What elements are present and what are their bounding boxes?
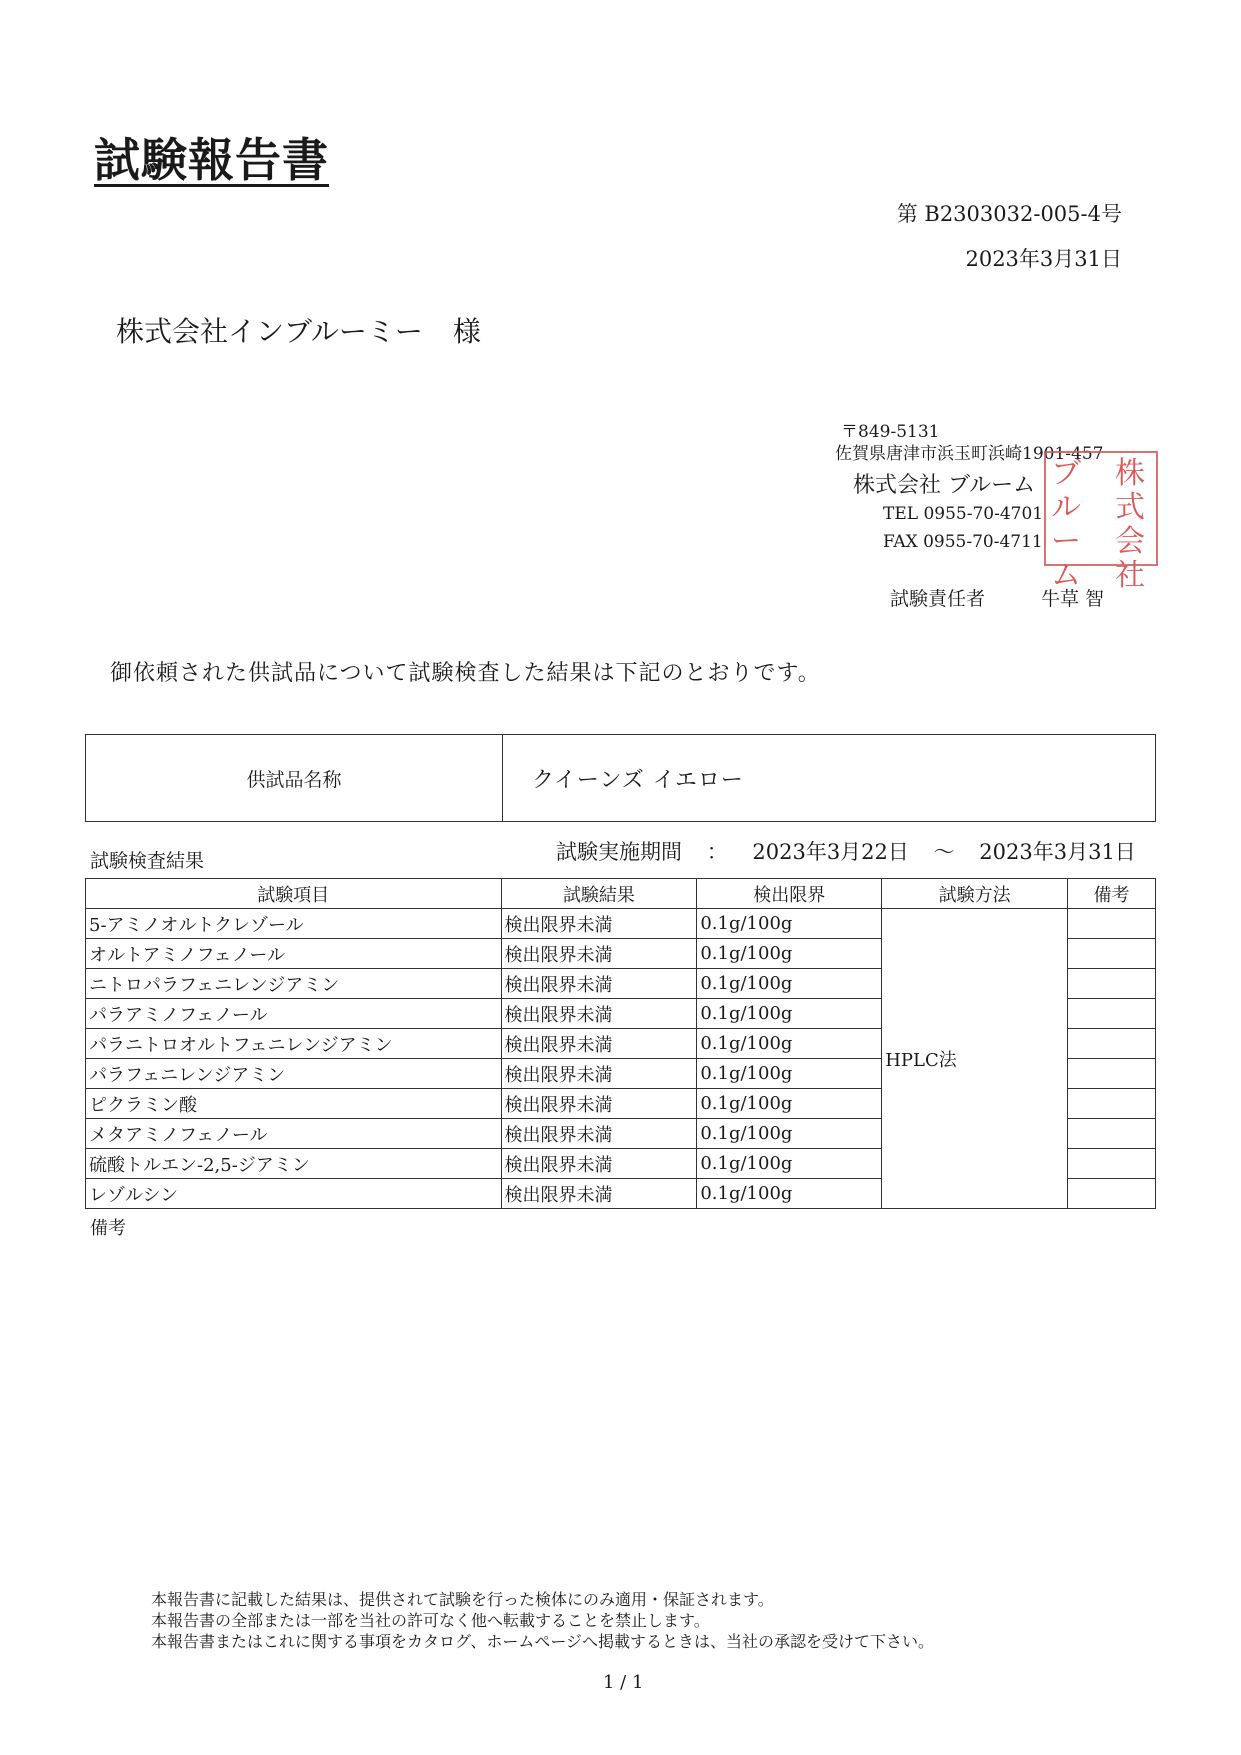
row-note bbox=[1068, 969, 1156, 999]
period-separator: ： bbox=[706, 840, 728, 864]
footer-note: 本報告書またはこれに関する事項をカタログ、ホームページへ掲載するときは、当社の承認を受けて下さい。 bbox=[151, 1632, 935, 1651]
period-label: 試験実施期間 bbox=[556, 840, 682, 864]
recipient bbox=[116, 310, 481, 350]
row-result: 検出限界未満 bbox=[501, 1059, 697, 1089]
row-result: 検出限界未満 bbox=[501, 909, 697, 939]
responsible-person bbox=[890, 584, 1104, 611]
row-item: 硫酸トルエン-2,5-ジアミン bbox=[86, 1149, 502, 1179]
row-limit: 0.1g/100g bbox=[697, 909, 882, 939]
row-result: 検出限界未満 bbox=[501, 939, 697, 969]
row-limit: 0.1g/100g bbox=[697, 1179, 882, 1209]
header-test-item: 試験項目 bbox=[86, 879, 502, 909]
row-result: 検出限界未満 bbox=[501, 1119, 697, 1149]
remarks-label: 備考 bbox=[90, 1218, 126, 1239]
row-limit: 0.1g/100g bbox=[697, 1029, 882, 1059]
period-tilde: ～ bbox=[933, 840, 955, 864]
row-item: メタアミノフェノール bbox=[86, 1119, 502, 1149]
row-result: 検出限界未満 bbox=[501, 1149, 697, 1179]
test-period bbox=[556, 836, 1154, 866]
row-note bbox=[1068, 1089, 1156, 1119]
sample-divider bbox=[502, 735, 503, 821]
row-limit: 0.1g/100g bbox=[697, 1059, 882, 1089]
row-note bbox=[1068, 1149, 1156, 1179]
row-note bbox=[1068, 939, 1156, 969]
recipient-honorific: 様 bbox=[452, 315, 481, 348]
sender-tel: TEL 0955-70-4701 bbox=[883, 504, 1044, 524]
row-item: 5-アミノオルトクレゾール bbox=[86, 909, 502, 939]
row-item: パラアミノフェノール bbox=[86, 999, 502, 1029]
sample-name-box bbox=[85, 734, 1156, 822]
table-row bbox=[86, 909, 1156, 939]
recipient-name: 株式会社インブルーミー bbox=[116, 315, 423, 348]
company-seal bbox=[1044, 451, 1158, 593]
header-test-result: 試験結果 bbox=[501, 879, 697, 909]
row-result: 検出限界未満 bbox=[501, 1029, 697, 1059]
period-end: 2023年3月31日 bbox=[979, 840, 1136, 864]
responsible-name: 牛草 智 bbox=[1041, 588, 1105, 610]
test-method-cell: HPLC法 bbox=[882, 909, 1068, 1209]
row-item: ピクラミン酸 bbox=[86, 1089, 502, 1119]
row-note bbox=[1068, 1119, 1156, 1149]
sample-label: 供試品名称 bbox=[246, 769, 342, 791]
row-result: 検出限界未満 bbox=[501, 1179, 697, 1209]
seal-left-column: ブルーム bbox=[1051, 456, 1081, 593]
results-table bbox=[85, 878, 1156, 1209]
header-detection-limit: 検出限界 bbox=[697, 879, 882, 909]
row-note bbox=[1068, 909, 1156, 939]
table-header-row bbox=[86, 879, 1156, 909]
header-remarks: 備考 bbox=[1068, 879, 1156, 909]
report-number: 第 B2303032-005-4号 bbox=[896, 202, 1122, 226]
intro-text: 御依頼された供試品について試験検査した結果は下記のとおりです。 bbox=[110, 661, 821, 686]
results-title: 試験検査結果 bbox=[90, 850, 205, 872]
row-note bbox=[1068, 1179, 1156, 1209]
seal-right-column: 株式会社 bbox=[1115, 456, 1145, 593]
period-start: 2023年3月22日 bbox=[752, 840, 909, 864]
row-limit: 0.1g/100g bbox=[697, 969, 882, 999]
row-note bbox=[1068, 1029, 1156, 1059]
row-item: オルトアミノフェノール bbox=[86, 939, 502, 969]
row-item: ニトロパラフェニレンジアミン bbox=[86, 969, 502, 999]
row-limit: 0.1g/100g bbox=[697, 999, 882, 1029]
row-item: パラフェニレンジアミン bbox=[86, 1059, 502, 1089]
row-item: レゾルシン bbox=[86, 1179, 502, 1209]
row-limit: 0.1g/100g bbox=[697, 1089, 882, 1119]
row-result: 検出限界未満 bbox=[501, 969, 697, 999]
page-number: 1 / 1 bbox=[603, 1672, 644, 1693]
row-note bbox=[1068, 1059, 1156, 1089]
page-title: 試験報告書 bbox=[94, 133, 329, 187]
row-result: 検出限界未満 bbox=[501, 999, 697, 1029]
report-date: 2023年3月31日 bbox=[965, 247, 1122, 271]
row-item: パラニトロオルトフェニレンジアミン bbox=[86, 1029, 502, 1059]
header-test-method: 試験方法 bbox=[882, 879, 1068, 909]
sender-address: 佐賀県唐津市浜玉町浜崎1901-457 bbox=[835, 444, 1104, 464]
sender-fax: FAX 0955-70-4711 bbox=[883, 532, 1043, 552]
row-limit: 0.1g/100g bbox=[697, 939, 882, 969]
sample-value: クイーンズ イエロー bbox=[532, 768, 744, 793]
footer-note: 本報告書の全部または一部を当社の許可なく他へ転載することを禁止します。 bbox=[151, 1611, 710, 1630]
footer-notes bbox=[151, 1589, 934, 1652]
sender-company: 株式会社 ブルーム bbox=[853, 473, 1036, 498]
responsible-label: 試験責任者 bbox=[890, 588, 986, 610]
row-limit: 0.1g/100g bbox=[697, 1119, 882, 1149]
sender-postal: 〒849-5131 bbox=[841, 422, 940, 442]
row-limit: 0.1g/100g bbox=[697, 1149, 882, 1179]
row-result: 検出限界未満 bbox=[501, 1089, 697, 1119]
row-note bbox=[1068, 999, 1156, 1029]
footer-note: 本報告書に記載した結果は、提供されて試験を行った検体にのみ適用・保証されます。 bbox=[151, 1590, 774, 1609]
